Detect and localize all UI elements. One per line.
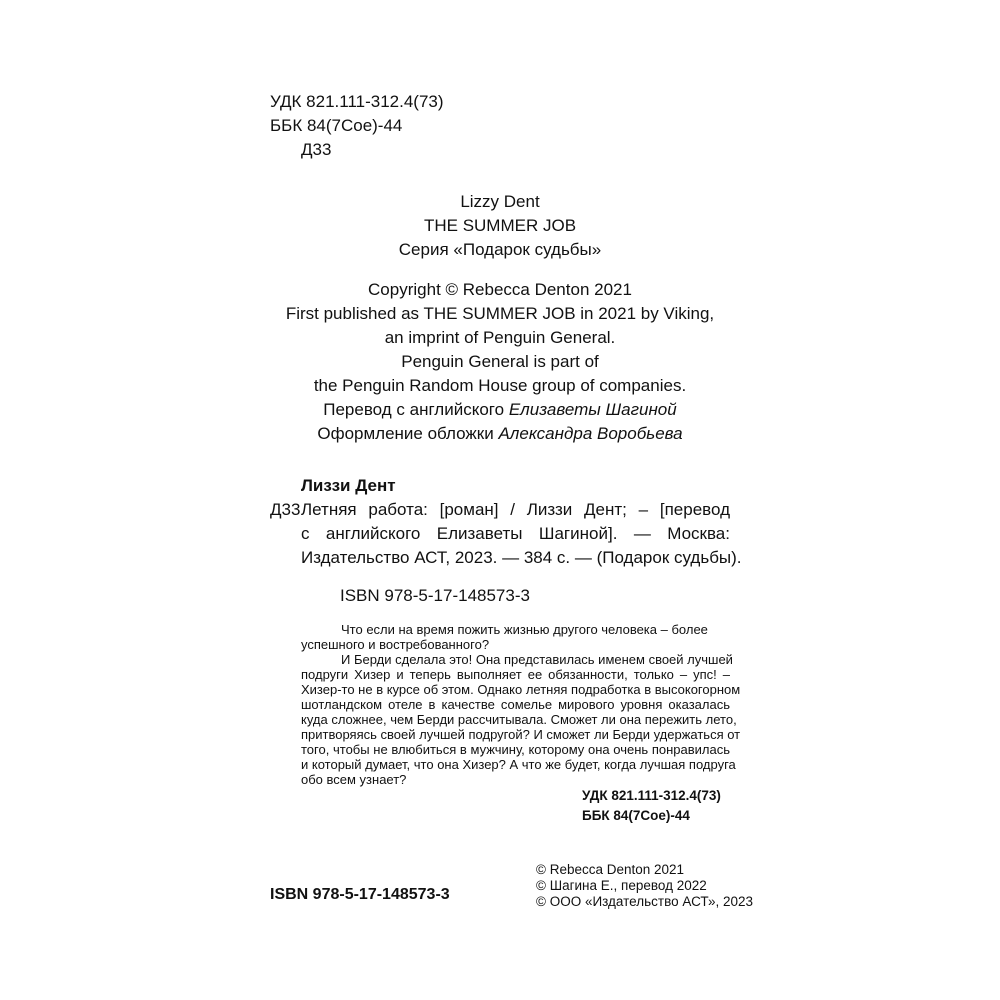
catalog-mark: Д33 [270, 500, 301, 519]
footer-isbn: ISBN 978-5-17-148573-3 [270, 886, 450, 903]
bbk-code: ББК 84(7Сое)-44 [270, 116, 403, 135]
bottom-udk: УДК 821.111-312.4(73) [582, 788, 721, 803]
copyright-line: First published as THE SUMMER JOB in 2021 by Viking, [285, 304, 715, 323]
translation-credit [270, 400, 730, 420]
cover-label: Оформление обложки [317, 424, 494, 443]
copyright-line: Copyright © Rebecca Denton 2021 [368, 280, 632, 299]
udk-code: УДК 821.111-312.4(73) [270, 92, 444, 111]
translator-name: Елизаветы Шагиной [508, 400, 677, 419]
bottom-bbk: ББК 84(7Сое)-44 [582, 808, 690, 823]
rights-line: © Rebecca Denton 2021 [536, 862, 685, 877]
catalog-line: с английского Елизаветы Шагиной]. — Москва: [301, 524, 730, 543]
annotation-line: куда сложнее, чем Берди рассчитывала. Сможет ли она пережить лето, [301, 712, 737, 727]
rights-line: © ООО «Издательство АСТ», 2023 [536, 894, 754, 909]
annotation-line: притворяясь своей лучшей подругой? И сможет ли Берди удержаться от [301, 727, 741, 742]
annotation-line: шотландском отеле в качестве сомелье мирового уровня оказалась [301, 697, 730, 712]
copyright-line: the Penguin Random House group of companies. [313, 376, 687, 395]
original-title: THE SUMMER JOB [423, 216, 577, 235]
annotation-line: обо всем узнает? [301, 772, 407, 787]
catalog-line: Летняя работа: [роман] / Лиззи Дент; – [перевод [301, 500, 730, 519]
catalog-isbn: ISBN 978-5-17-148573-3 [340, 586, 530, 605]
copyright-line: an imprint of Penguin General. [384, 328, 616, 347]
author-mark: Д33 [301, 140, 332, 159]
annotation-line: того, чтобы не влюбиться в мужчину, которому она очень понравилась [301, 742, 730, 757]
copyright-line: Penguin General is part of [401, 352, 599, 371]
annotation-line: подруги Хизер и теперь выполняет ее обязанности, только – упс! – [301, 667, 730, 682]
annotation-line: Хизер-то не в курсе об этом. Однако летняя подработка в высокогорном [301, 682, 741, 697]
rights-line: © Шагина Е., перевод 2022 [536, 878, 707, 893]
catalog-line: Издательство АСТ, 2023. — 384 с. — (Подарок судьбы). [301, 548, 742, 567]
cover-credit [270, 424, 730, 444]
translation-label: Перевод с английского [323, 400, 505, 419]
annotation-line: и который думает, что она Хизер? А что же будет, когда лучшая подруга [301, 757, 736, 772]
cover-designer-name: Александра Воробьева [498, 424, 683, 443]
annotation-line: Что если на время пожить жизнью другого человека – более [341, 622, 708, 637]
annotation-line: успешного и востребованного? [301, 637, 490, 652]
series-name: Серия «Подарок судьбы» [398, 240, 602, 259]
annotation-line: И Берди сделала это! Она представилась именем своей лучшей [341, 652, 733, 667]
original-author: Lizzy Dent [460, 192, 540, 211]
catalog-author: Лиззи Дент [301, 476, 396, 495]
